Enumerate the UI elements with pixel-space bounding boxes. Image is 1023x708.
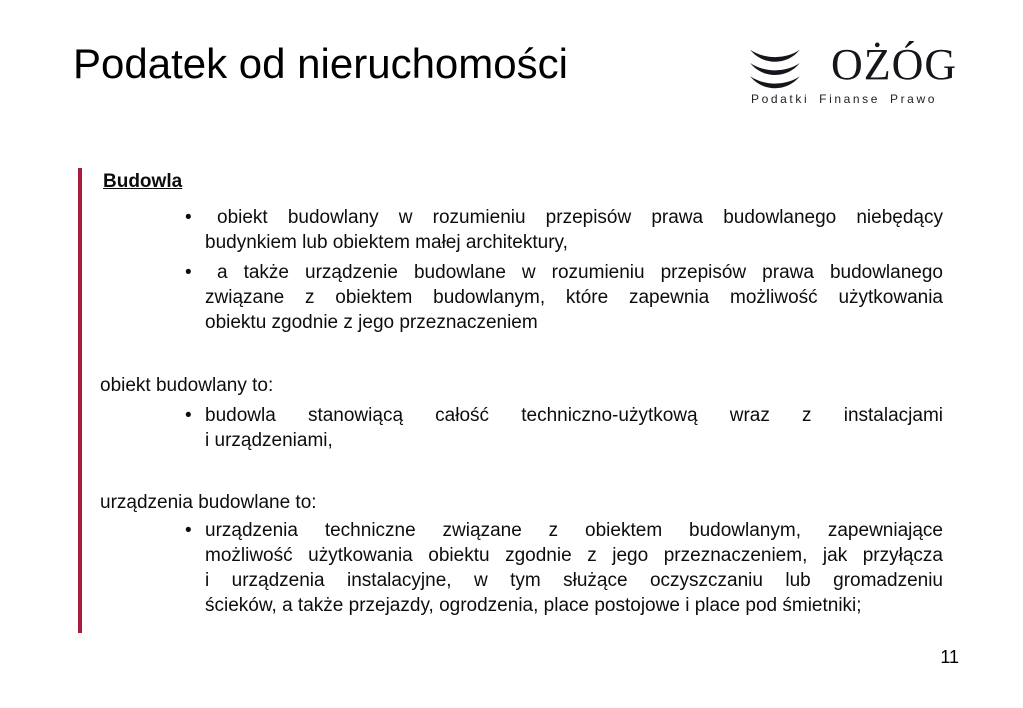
bullet-line: obiektu zgodnie z jego przeznaczeniem (205, 312, 538, 333)
bullet-line: a także urządzenie budowlane w rozumieniu przepisów prawa budowlanego (217, 262, 943, 283)
bullet-marker: • (185, 262, 192, 283)
three-crescents-icon (745, 48, 805, 94)
bullet-line: i urządzeniami, (205, 430, 333, 451)
bullet-item (185, 260, 943, 335)
bullet-marker: • (185, 405, 192, 426)
section-heading: urządzenia budowlane to: (100, 492, 317, 513)
bullet-line: ścieków, a także przejazdy, ogrodzenia, place postojowe i place pod śmietniki; (205, 595, 862, 616)
ozog-logo (745, 40, 958, 111)
page-number: 11 (940, 647, 959, 667)
bullet-line: możliwość użytkowania obiektu zgodnie z jego przeznaczeniem, jak przyłącza (205, 545, 943, 566)
bullet-text (205, 403, 943, 453)
section-budowla (82, 169, 943, 335)
bullet-text (205, 518, 943, 618)
bullet-text (205, 260, 943, 335)
bullet-line: budowla stanowiącą całość techniczno-użytkową wraz z instalacjami (205, 405, 943, 426)
section-heading: Budowla (103, 171, 183, 192)
bullet-line: urządzenia techniczne związane z obiektem budowlanym, zapewniające (205, 520, 943, 541)
bullet-line: obiekt budowlany w rozumieniu przepisów prawa budowlanego niebędący (217, 207, 943, 228)
content-area (82, 168, 943, 618)
bullet-line: i urządzenia instalacyjne, w tym służące oczyszczaniu lub gromadzeniu (205, 570, 943, 591)
bullet-line: związane z obiektem budowlanym, które zapewnia możliwość użytkowania (205, 287, 943, 308)
bullet-text (205, 205, 943, 255)
bullet-item (185, 205, 943, 255)
section-urzadzenia-budowlane (82, 490, 943, 618)
bullet-marker: • (185, 207, 192, 228)
bullet-line: budynkiem lub obiektem małej architektury, (205, 232, 568, 253)
logo-wordmark: OŻÓG (831, 40, 958, 89)
page-title: Podatek od nieruchomości (73, 40, 568, 87)
logo-tagline: Podatki Finanse Prawo (751, 92, 937, 106)
bullet-marker: • (185, 520, 192, 541)
bullet-item (185, 403, 943, 453)
bullet-item (185, 518, 943, 618)
section-heading: obiekt budowlany to: (100, 375, 274, 396)
section-obiekt-budowlany (82, 373, 943, 453)
